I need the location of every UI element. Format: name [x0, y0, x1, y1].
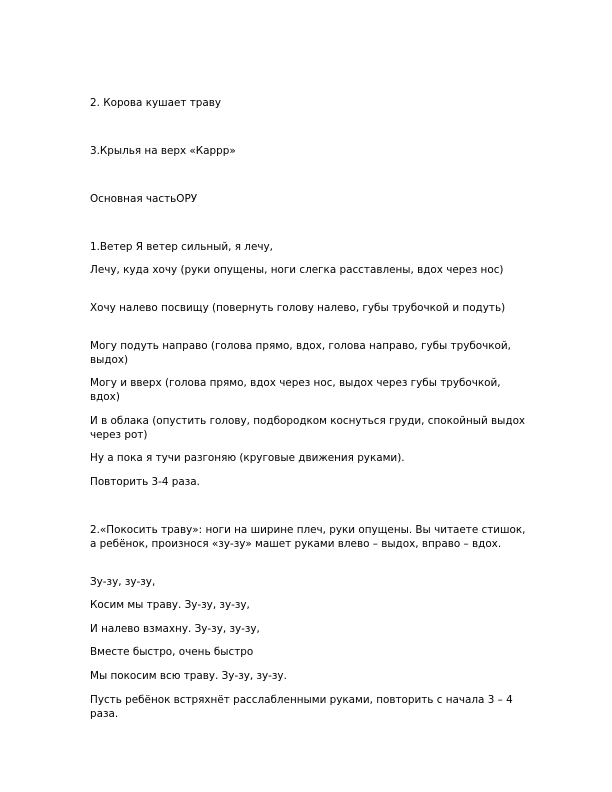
paragraph-poem-line-4: Вместе быстро, очень быстро	[90, 646, 254, 658]
paragraph-exercise-wings: 3.Крылья на верх «Каррр»	[90, 145, 236, 157]
paragraph-final-instruction: Пусть ребёнок встряхнёт расслабленными руками, повторить с начала 3 – 4 раза.	[90, 694, 513, 720]
paragraph-exercise-cow: 2. Корова кушает траву	[90, 97, 222, 109]
paragraph-poem-line-5: Мы покосим всю траву. Зу-зу, зу-зу.	[90, 670, 287, 682]
paragraph-wind-title: 1.Ветер Я ветер сильный, я лечу,	[90, 241, 273, 253]
paragraph-wind-line-6: Ну а пока я тучи разгоняю (круговые движения руками).	[90, 452, 405, 464]
paragraph-poem-line-1: Зу-зу, зу-зу,	[90, 576, 156, 588]
paragraph-poem-line-2: Косим мы траву. Зу-зу, зу-зу,	[90, 599, 250, 611]
paragraph-wind-line-3: Могу подуть направо (голова прямо, вдох, голова направо, губы трубочкой, выдох)	[90, 340, 511, 366]
paragraph-wind-line-2: Хочу налево посвищу (повернуть голову налево, губы трубочкой и подуть)	[90, 302, 506, 314]
paragraph-main-part-heading: Основная частьОРУ	[90, 193, 198, 205]
paragraph-wind-line-4: Могу и вверх (голова прямо, вдох через нос, выдох через губы трубочкой, вдох)	[90, 377, 501, 403]
paragraph-wind-line-1: Лечу, куда хочу (руки опущены, ноги слегка расставлены, вдох через нос)	[90, 264, 504, 276]
paragraph-repeat: Повторить 3-4 раза.	[90, 476, 200, 488]
paragraph-wind-line-5: И в облака (опустить голову, подбородком коснуться груди, спокойный выдох через рот)	[90, 415, 526, 441]
paragraph-mow-grass: 2.«Покосить траву»: ноги на ширине плеч, руки опущены. Вы читаете стишок, а ребёнок, произнося «зу-зу» машет руками влево – выдох, вправо – вдох.	[90, 524, 526, 550]
paragraph-poem-line-3: И налево взмахну. Зу-зу, зу-зу,	[90, 623, 260, 635]
